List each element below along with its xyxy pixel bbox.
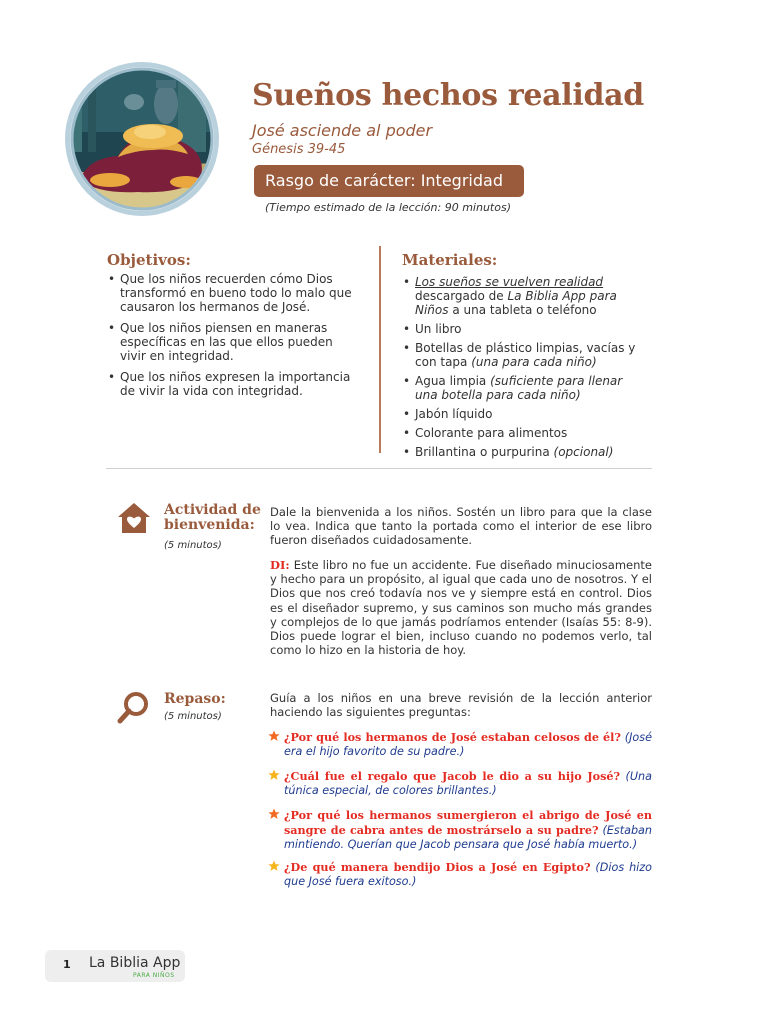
say-text: Este libro no fue un accidente. Fue diseñado minuciosamente y hecho para un propósito, al igual que cada uno de nosotros. Y el Dios que nos creó todavía nos ve y siempre está en control. Dios es el diseñador supremo, y sus caminos son mucho más grandes y complejos de lo que jamás podríamos entender (Isaías 55: 8-9). Dios puede lograr el bien, incluso cuando no podemos verlo, tal como lo hizo en la historia de hoy. [270,558,652,658]
column-divider [379,246,381,453]
say-label: DI: [270,558,290,572]
character-trait-badge: Rasgo de carácter: Integridad [254,165,524,197]
item-text: Brillantina o purpurina [415,445,550,459]
review-question [268,808,652,853]
answer-text: (Una túnica especial, de colores brillantes.) [284,770,652,798]
welcome-activity-time: (5 minutos) [164,540,222,551]
item-text: a una tableta o teléfono [448,303,597,317]
star-icon [268,860,280,872]
star-icon [268,730,280,742]
house-heart-icon [116,500,152,536]
list-item: • Que los niños recuerden cómo Dios transformó en bueno todo lo malo que causaron los hermanos de José. [108,272,358,314]
list-item [403,445,648,459]
materials-heading: Materiales: [402,251,498,269]
list-item: • Jabón líquido [403,407,648,421]
section-divider [106,468,652,469]
magnifier-icon [116,690,152,726]
review-question [268,769,652,798]
list-item: • Que los niños piensen en maneras específicas en las que ellos pueden vivir en integridad. [108,321,358,363]
answer-text: (José era el hijo favorito de su padre.) [284,731,652,759]
lesson-subtitle: José asciende al poder [252,121,433,140]
item-note: (una para cada niño) [471,355,597,369]
objectives-heading: Objetivos: [107,251,191,269]
answer-text: (Estaban mintiendo. Querían que Jacob pensara que José había muerto.) [284,824,652,852]
review-intro: Guía a los niños en una breve revisión de la lección anterior haciendo las siguientes preguntas: [270,691,652,720]
review-question [268,730,652,759]
question-text: ¿Por qué los hermanos de José estaban celosos de él? [284,730,621,744]
list-item [403,374,648,402]
star-icon [268,808,280,820]
materials-list [403,275,648,464]
question-text: ¿Por qué los hermanos sumergieron el abrigo de José en sangre de cabra antes de mostrárselo a su padre? [284,808,652,838]
resource-link[interactable]: Los sueños se vuelven realidad [415,275,604,289]
lesson-illustration [58,62,226,218]
list-item [403,275,648,317]
footer-brand: La Biblia App [89,955,181,971]
list-item [403,341,648,369]
item-text: Botellas de plástico limpias, vacías y con tapa [415,341,636,369]
welcome-activity-title: Actividad de bienvenida: [164,502,261,533]
star-icon [268,769,280,781]
page-number: 1 [63,958,71,971]
question-text: ¿De qué manera bendijo Dios a José en Egipto? [284,860,591,874]
item-text: descargado de [415,289,508,303]
review-time: (5 minutos) [164,711,222,722]
answer-text: (Dios hizo que José fuera exitoso.) [284,861,652,889]
footer-brand-sub: PARA NIÑOS [133,972,175,979]
item-text: Agua limpia [415,374,487,388]
objectives-list [108,272,358,405]
bible-reference: Génesis 39-45 [252,142,346,157]
welcome-instructions: Dale la bienvenida a los niños. Sostén un libro para que la clase lo vea. Indica que tanto la portada como el interior de ese libro fueron diseñados cuidadosamente. [270,505,652,548]
item-note: (suficiente para llenar una botella para cada niño) [415,374,623,402]
list-item: • Un libro [403,322,648,336]
review-title: Repaso: [164,691,226,707]
estimated-time: (Tiempo estimado de la lección: 90 minutos) [265,201,511,214]
list-item: • Que los niños expresen la importancia de vivir la vida con integridad. [108,370,358,398]
list-item: • Colorante para alimentos [403,426,648,440]
question-text: ¿Cuál fue el regalo que Jacob le dio a su hijo José? [284,769,621,783]
app-name: La Biblia App para Niños [415,289,617,317]
welcome-script [270,558,652,657]
lesson-title: Sueños hechos realidad [252,78,644,113]
review-question [268,860,652,889]
item-note: (opcional) [553,445,614,459]
